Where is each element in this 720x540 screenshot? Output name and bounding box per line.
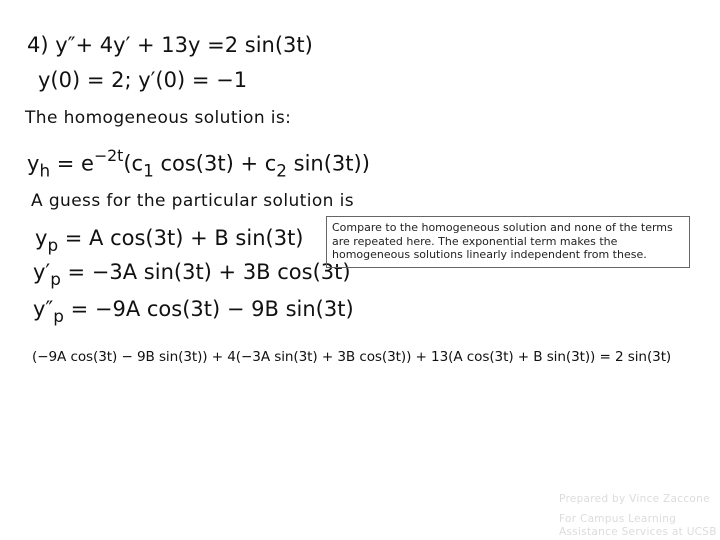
yp1-subscript: p (50, 268, 61, 289)
yp1-base: y′ (33, 260, 51, 284)
yp-rhs: = A cos(3t) + B sin(3t) (58, 226, 304, 250)
yh-eq: = e (50, 151, 94, 176)
yh-paren: (c (123, 151, 144, 176)
equation-rhs: =2 sin(3t) (207, 33, 313, 57)
yp-prime-equation (33, 260, 351, 289)
yp2-rhs: = −9A cos(3t) − 9B sin(3t) (63, 297, 354, 321)
substitution-equation: (−9A cos(3t) − 9B sin(3t)) + 4(−3A sin(3t) + 3B cos(3t)) + 13(A cos(3t) + B sin(3t)) = 2 sin(3t) (32, 349, 672, 365)
yh-base: y (27, 151, 40, 176)
yp-double-prime-equation (33, 297, 354, 326)
yp2-base: y″ (33, 297, 54, 321)
footer-credit-line1: Prepared by Vince Zaccone (559, 493, 710, 505)
footer-credit-line2: For Campus Learning (559, 513, 677, 525)
homogeneous-solution (27, 146, 370, 180)
equation-lhs: y″+ 4y′ + 13y (55, 33, 201, 57)
particular-heading: A guess for the particular solution is (31, 191, 355, 211)
yh-subscript: h (39, 160, 51, 181)
yh-cos-term: cos(3t) + c (153, 151, 277, 176)
yh-sin-term: sin(3t)) (286, 151, 370, 176)
problem-number: 4) (27, 33, 49, 57)
footer-credit-line3: Assistance Services at UCSB (559, 526, 717, 538)
c2-subscript: 2 (276, 160, 287, 181)
yp-base: y (35, 226, 48, 250)
note-text: Compare to the homogeneous solution and none of the terms are repeated here. The exponential term makes the homogeneous solutions linearly independent from these. (332, 221, 673, 261)
c1-subscript: 1 (143, 160, 154, 181)
yp2-subscript: p (53, 305, 64, 326)
yp-subscript: p (47, 234, 59, 255)
homogeneous-heading: The homogeneous solution is: (25, 108, 292, 128)
initial-conditions: y(0) = 2; y′(0) = −1 (38, 68, 248, 92)
yp1-rhs: = −3A sin(3t) + 3B cos(3t) (60, 260, 351, 284)
problem-equation (27, 33, 313, 57)
note-box (326, 216, 690, 268)
exponent: −2t (93, 146, 124, 165)
yp-equation (35, 226, 304, 255)
